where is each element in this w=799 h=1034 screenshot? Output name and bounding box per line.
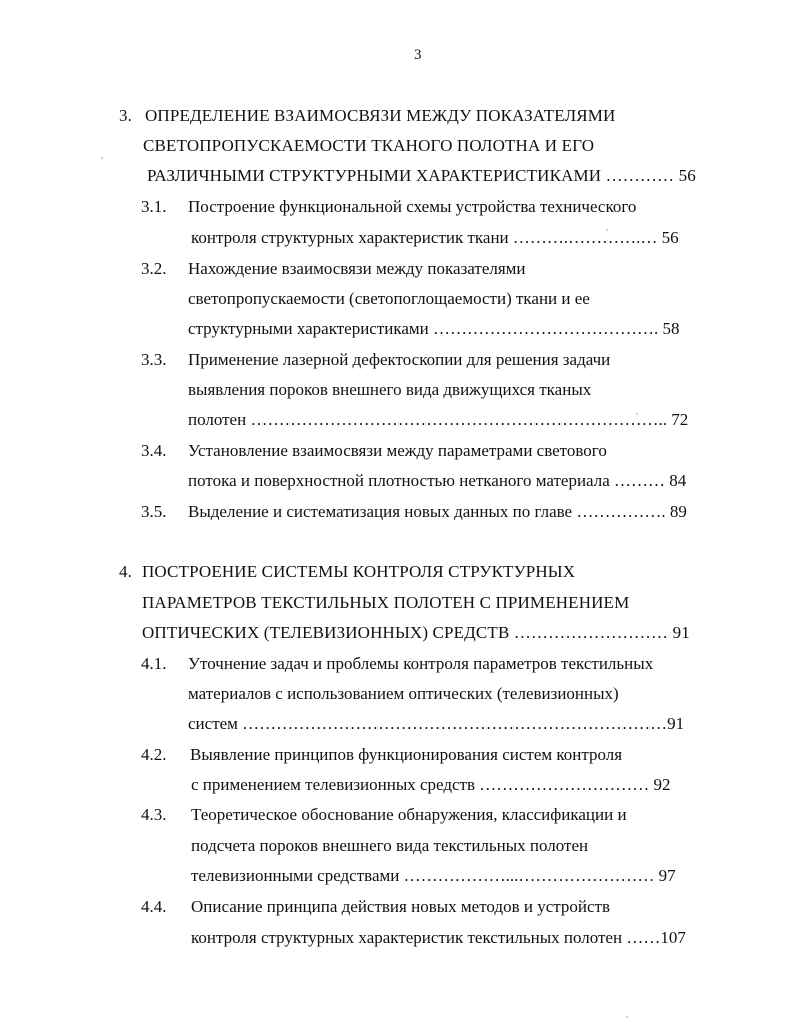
section-title-line: ОПРЕДЕЛЕНИЕ ВЗАИМОСВЯЗИ МЕЖДУ ПОКАЗАТЕЛЯМИ — [145, 106, 616, 125]
item-line: контроля структурных характеристик текстильных полотен ……107 — [191, 928, 686, 947]
section-title-line: СВЕТОПРОПУСКАЕМОСТИ ТКАНОГО ПОЛОТНА И ЕГО — [143, 136, 595, 155]
item-number: 3.3. — [141, 350, 167, 369]
item-line: выявления пороков внешнего вида движущихся тканых — [188, 380, 592, 399]
scan-speckle — [636, 413, 638, 415]
item-line: полотен ……………………………………………………………….. 72 — [188, 410, 689, 429]
item-number: 3.2. — [141, 259, 167, 278]
section-title-line: ОПТИЧЕСКИХ (ТЕЛЕВИЗИОННЫХ) СРЕДСТВ ……………………… 91 — [142, 623, 690, 642]
section-number: 3. — [119, 106, 133, 125]
section-title-line: РАЗЛИЧНЫМИ СТРУКТУРНЫМИ ХАРАКТЕРИСТИКАМИ ………… 56 — [147, 166, 696, 185]
item-number: 4.4. — [141, 897, 167, 916]
item-line: структурными характеристиками …………………………………. 58 — [188, 319, 680, 338]
item-number: 3.4. — [141, 441, 167, 460]
item-line: Установление взаимосвязи между параметрами светового — [188, 441, 607, 460]
item-line: контроля структурных характеристик ткани ……….………….… 56 — [191, 228, 679, 247]
item-line: Теоретическое обоснование обнаружения, классификации и — [191, 805, 627, 824]
section-number: 4. — [119, 562, 133, 581]
section-title-line: ПАРАМЕТРОВ ТЕКСТИЛЬНЫХ ПОЛОТЕН С ПРИМЕНЕНИЕМ — [142, 593, 630, 612]
scan-speckle — [606, 229, 608, 231]
item-line: Нахождение взаимосвязи между показателями — [188, 259, 526, 278]
item-line: Построение функциональной схемы устройства технического — [188, 197, 637, 216]
item-line: Уточнение задач и проблемы контроля параметров текстильных — [188, 654, 654, 673]
item-line: систем …………………………………………………………………91 — [188, 714, 685, 733]
item-number: 3.1. — [141, 197, 167, 216]
item-line: материалов с использованием оптических (телевизионных) — [188, 684, 619, 703]
item-number: 4.3. — [141, 805, 167, 824]
item-line: Описание принципа действия новых методов и устройств — [191, 897, 610, 916]
item-line: с применением телевизионных средств ………………………… 92 — [191, 775, 671, 794]
item-line: светопропускаемости (светопоглощаемости) ткани и ее — [188, 289, 590, 308]
item-line: Выделение и систематизация новых данных по главе ……………. 89 — [188, 502, 687, 521]
item-line: Выявление принципов функционирования систем контроля — [190, 745, 623, 764]
page-number: 3 — [414, 47, 422, 63]
item-line: потока и поверхностной плотностью нетканого материала ……… 84 — [188, 471, 687, 490]
scan-speckle — [626, 1016, 628, 1018]
item-number: 4.2. — [141, 745, 167, 764]
item-line: Применение лазерной дефектоскопии для решения задачи — [188, 350, 611, 369]
item-line: телевизионными средствами ………………...…………………… 97 — [191, 866, 676, 885]
item-number: 3.5. — [141, 502, 167, 521]
section-title-line: ПОСТРОЕНИЕ СИСТЕМЫ КОНТРОЛЯ СТРУКТУРНЫХ — [142, 562, 576, 581]
item-number: 4.1. — [141, 654, 167, 673]
scan-speckle — [101, 157, 103, 159]
item-line: подсчета пороков внешнего вида текстильных полотен — [191, 836, 589, 855]
